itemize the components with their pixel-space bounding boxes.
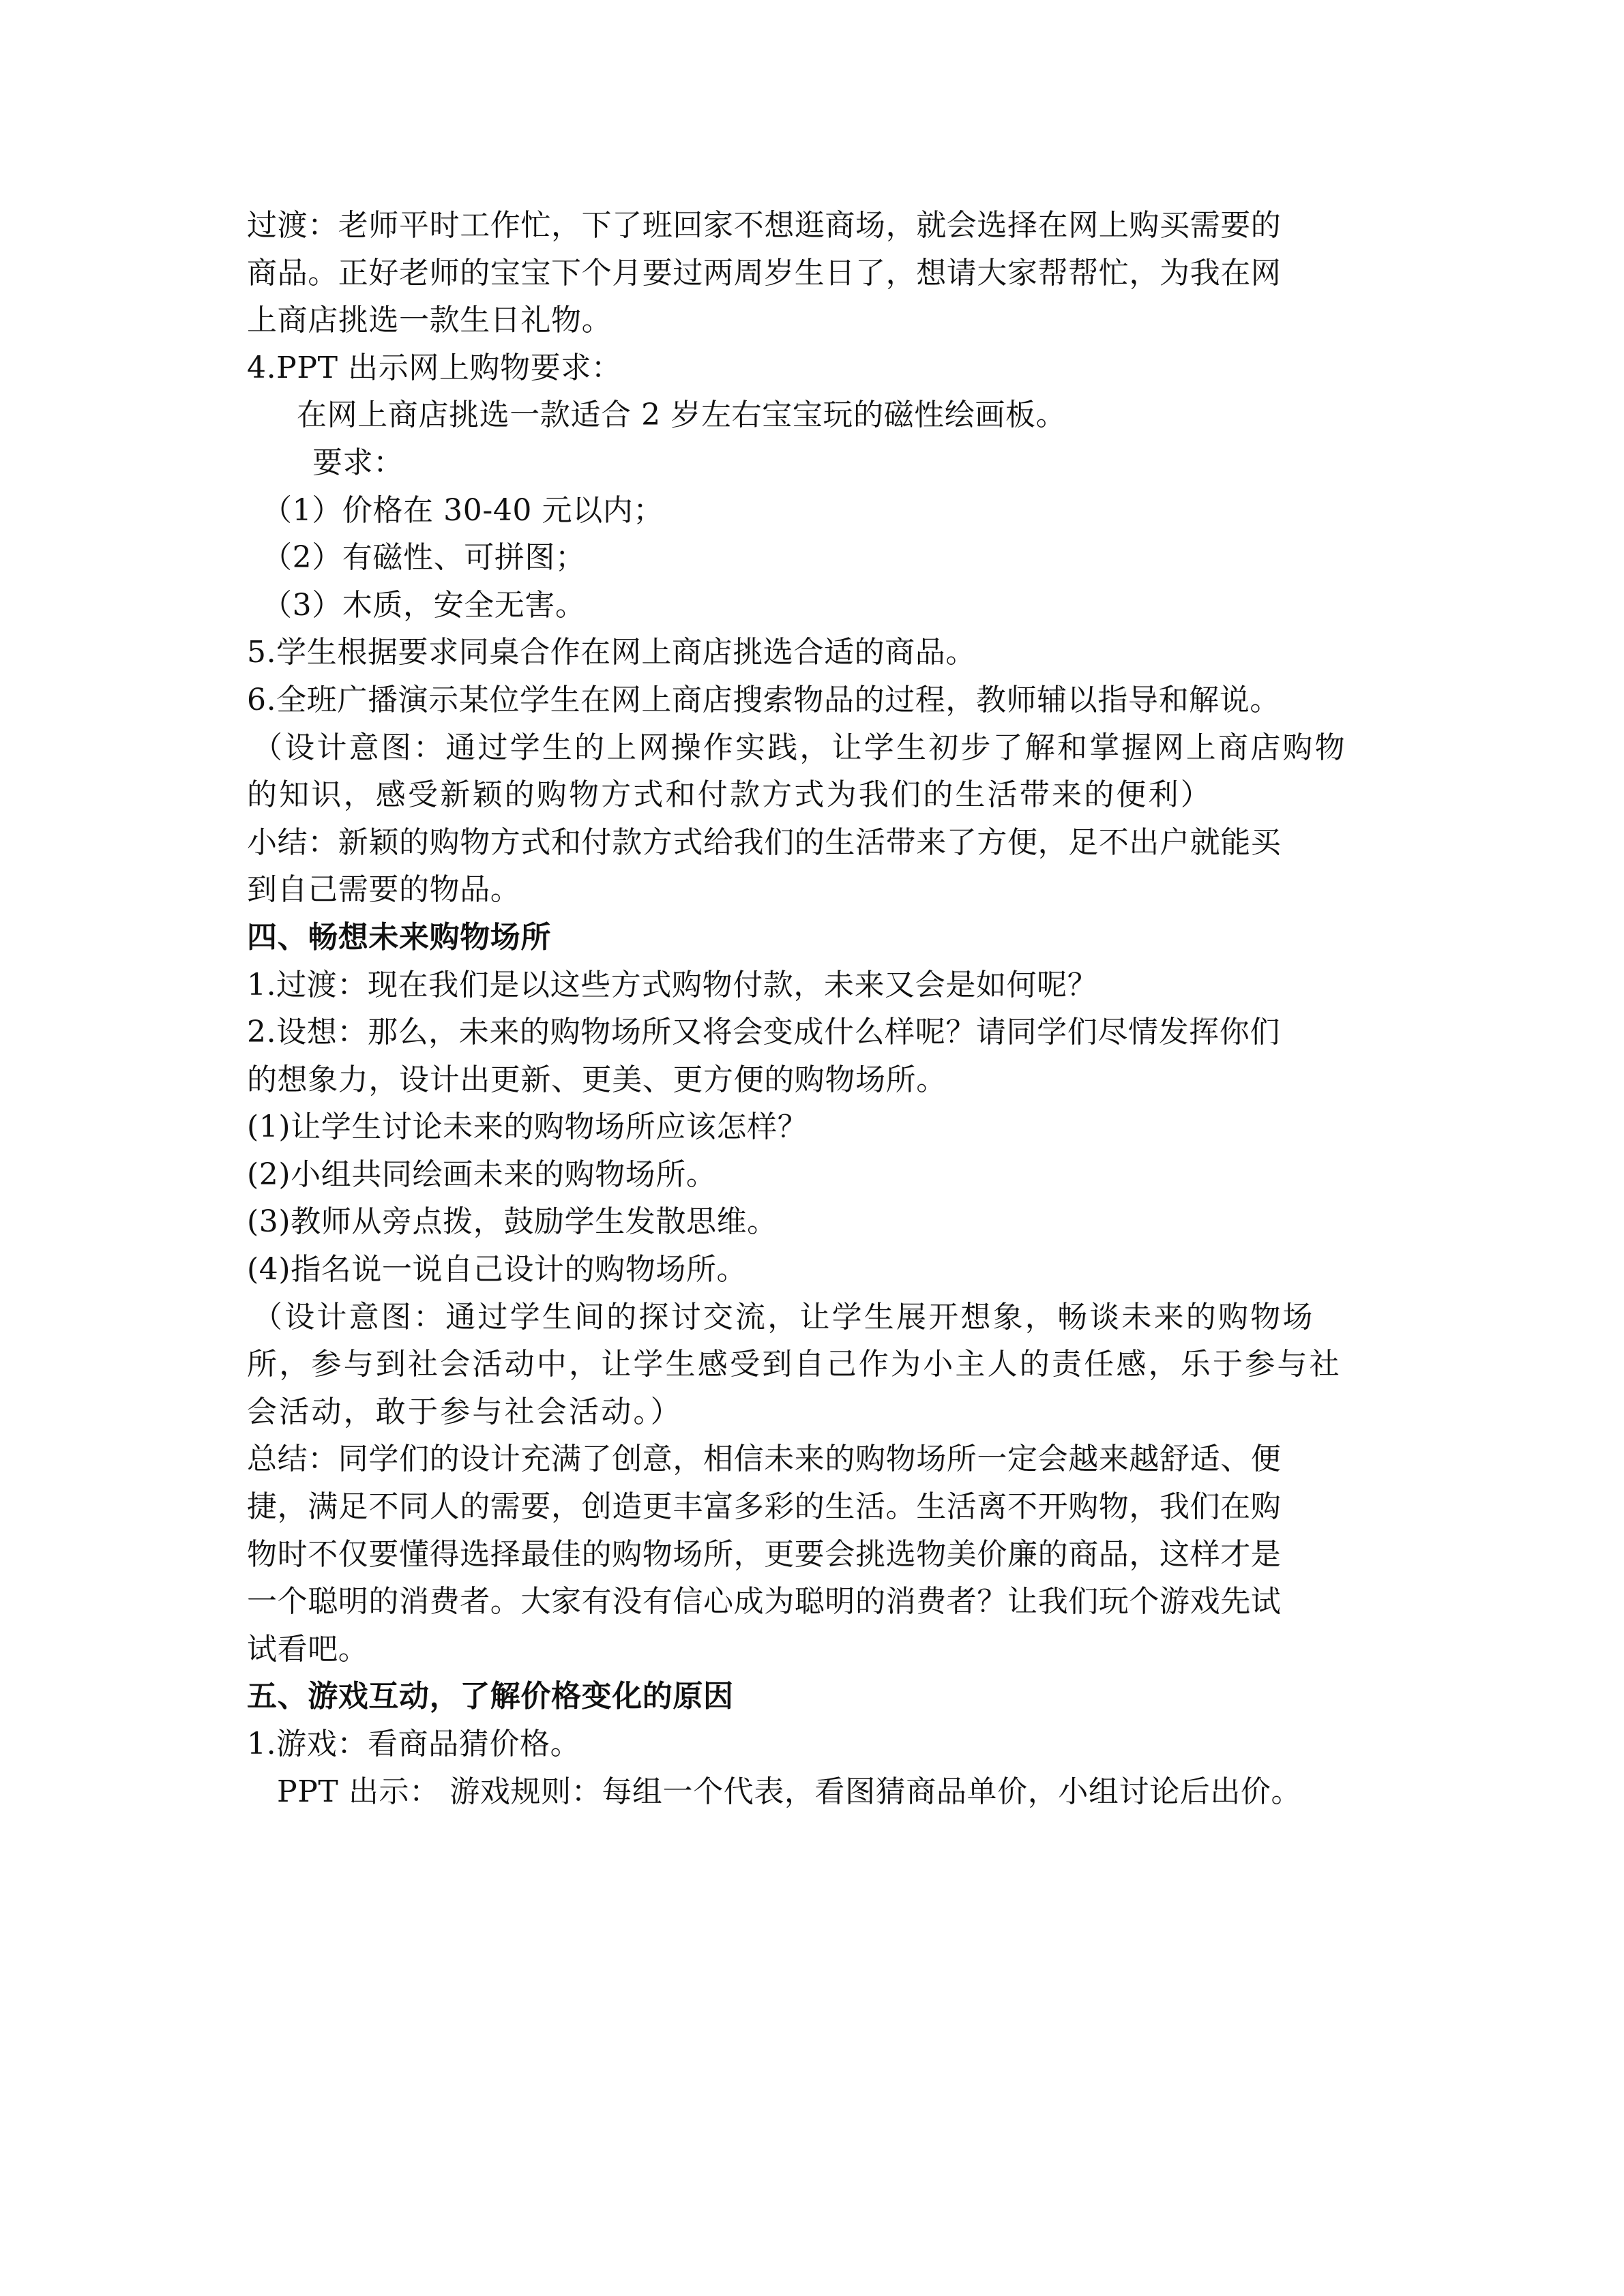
list-item: (2)小组共同绘画未来的购物场所。 bbox=[247, 1157, 717, 1192]
list-item: (1)让学生讨论未来的购物场所应该怎样？ bbox=[247, 1109, 808, 1145]
list-item: 2.设想：那么，未来的购物场所又将会变成什么样呢？请同学们尽情发挥你们 bbox=[247, 1015, 1280, 1050]
text-line: PPT 出示： 游戏规则：每组一个代表，看图猜商品单价，小组讨论后出价。 bbox=[277, 1774, 1302, 1809]
text-line: 商品。正好老师的宝宝下个月要过两周岁生日了，想请大家帮帮忙，为我在网 bbox=[247, 255, 1282, 290]
text-line: 到自己需要的物品。 bbox=[247, 872, 521, 908]
document-body bbox=[247, 202, 1379, 1815]
list-item: 6.全班广播演示某位学生在网上商店搜索物品的过程，教师辅以指导和解说。 bbox=[247, 682, 1280, 717]
list-item: （3）木质，安全无害。 bbox=[262, 587, 586, 623]
text-line: 的想象力，设计出更新、更美、更方便的购物场所。 bbox=[247, 1062, 947, 1097]
list-item: (4)指名说一说自己设计的购物场所。 bbox=[247, 1252, 748, 1287]
section-heading: 四、畅想未来购物场所 bbox=[247, 919, 551, 955]
design-intent-note: （设计意图：通过学生间的探讨交流，让学生展开想象，畅谈未来的购物场 bbox=[252, 1299, 1315, 1335]
text-line: 上商店挑选一款生日礼物。 bbox=[247, 303, 612, 338]
list-item: 1.过渡：现在我们是以这些方式购物付款，未来又会是如何呢？ bbox=[247, 967, 1098, 1002]
text-line: 在网上商店挑选一款适合 2 岁左右宝宝玩的磁性绘画板。 bbox=[297, 398, 1067, 433]
text-line: 小结：新颖的购物方式和付款方式给我们的生活带来了方便，足不出户就能买 bbox=[247, 824, 1282, 860]
design-intent-note: 会活动，敢于参与社会活动。） bbox=[247, 1394, 683, 1429]
text-line: 一个聪明的消费者。大家有没有信心成为聪明的消费者？让我们玩个游戏先试 bbox=[247, 1584, 1282, 1620]
design-intent-note: 的知识，感受新颖的购物方式和付款方式为我们的生活带来的便利） bbox=[247, 777, 1213, 813]
text-line: 要求： bbox=[312, 445, 404, 480]
text-line: 试看吧。 bbox=[247, 1631, 369, 1667]
text-line: 物时不仅要懂得选择最佳的购物场所，更要会挑选物美价廉的商品，这样才是 bbox=[247, 1536, 1282, 1572]
list-item: （2）有磁性、可拼图； bbox=[262, 540, 586, 576]
list-item: 4.PPT 出示网上购物要求： bbox=[247, 350, 622, 385]
list-item: 5.学生根据要求同桌合作在网上商店挑选合适的商品。 bbox=[247, 635, 976, 670]
design-intent-note: （设计意图：通过学生的上网操作实践，让学生初步了解和掌握网上商店购物 bbox=[252, 730, 1347, 765]
text-line: 捷，满足不同人的需要，创造更丰富多彩的生活。生活离不开购物，我们在购 bbox=[247, 1489, 1282, 1525]
text-line: 总结：同学们的设计充满了创意，相信未来的购物场所一定会越来越舒适、便 bbox=[247, 1442, 1282, 1477]
list-item: (3)教师从旁点拨，鼓励学生发散思维。 bbox=[247, 1204, 778, 1240]
list-item: （1）价格在 30-40 元以内； bbox=[262, 492, 664, 528]
text-line: 过渡：老师平时工作忙，下了班回家不想逛商场，就会选择在网上购买需要的 bbox=[247, 208, 1282, 243]
section-heading: 五、游戏互动，了解价格变化的原因 bbox=[247, 1679, 734, 1714]
design-intent-note: 所，参与到社会活动中，让学生感受到自己作为小主人的责任感，乐于参与社 bbox=[247, 1347, 1342, 1382]
list-item: 1.游戏：看商品猜价格。 bbox=[247, 1727, 581, 1761]
